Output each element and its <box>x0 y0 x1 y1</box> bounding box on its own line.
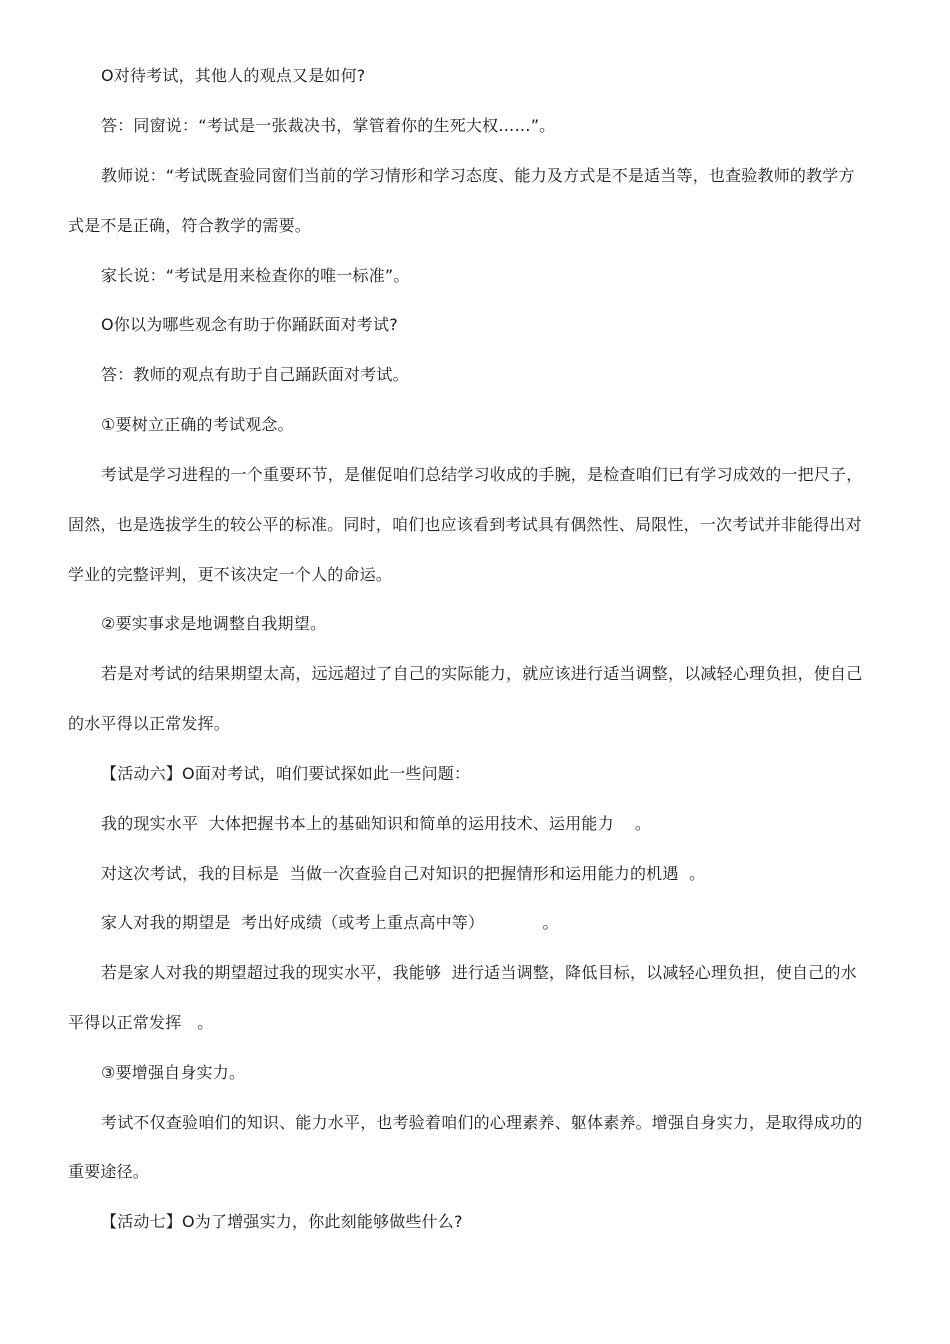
activity-7-heading: 【活动七】O为了增强实力，你此刻能够做些什么? <box>101 1212 463 1231</box>
teacher-view-line2: 式是不是正确，符合教学的需要。 <box>68 216 312 235</box>
point-1-body-line3: 学业的完整评判，更不该决定一个人的命运。 <box>68 565 393 584</box>
point-3-body-line1: 考试不仅查验咱们的知识、能力水平，也考验着咱们的心理素养、躯体素养。增强自身实力，是取得成功的 <box>101 1113 863 1132</box>
activity-6-current-level: 我的现实水平 大体把握书本上的基础知识和简单的运用技术、运用能力 。 <box>101 814 652 833</box>
question-helpful-views: O你以为哪些观念有助于你踊跃面对考试? <box>101 315 398 334</box>
activity-6-heading: 【活动六】O面对考试，咱们要试探如此一些问题： <box>101 764 471 783</box>
point-2-body-line2: 的水平得以正常发挥。 <box>68 714 231 733</box>
answer-teacher-view: 答：教师的观点有助于自己踊跃面对考试。 <box>101 365 409 384</box>
point-1-body-line1: 考试是学习进程的一个重要环节，是催促咱们总结学习收成的手腕，是检查咱们已有学习成效的一把尺子， <box>101 465 863 484</box>
activity-6-exam-goal: 对这次考试，我的目标是 当做一次查验自己对知识的把握情形和运用能力的机遇 。 <box>101 864 706 883</box>
answer-classmate-view: 答：同窗说：“考试是一张裁决书，掌管着你的生死大权……”。 <box>101 116 556 135</box>
parent-view: 家长说：“考试是用来检查你的唯一标准”。 <box>101 266 410 285</box>
point-3-heading: ③要增强自身实力。 <box>101 1063 246 1082</box>
point-1-body-line2: 固然，也是选拔学生的较公平的标准。同时，咱们也应该看到考试具有偶然性、局限性，一次考试并非能得出对 <box>68 515 862 534</box>
teacher-view-line1: 教师说：“考试既查验同窗们当前的学习情形和学习态度、能力及方式是不是适当等，也查验教师的教学方 <box>101 166 855 185</box>
point-3-body-line2: 重要途径。 <box>68 1162 150 1181</box>
question-others-views: O对待考试，其他人的观点又是如何? <box>101 66 366 85</box>
activity-6-family-expect: 家人对我的期望是 考出好成绩（或考上重点高中等） 。 <box>101 913 559 932</box>
point-2-heading: ②要实事求是地调整自我期望。 <box>101 614 327 633</box>
point-1-heading: ①要树立正确的考试观念。 <box>101 415 294 434</box>
activity-6-adjust-line1: 若是家人对我的期望超过我的现实水平，我能够 进行适当调整，降低目标，以减轻心理负担，使自己的水 <box>101 963 857 982</box>
activity-6-adjust-line2: 平得以正常发挥 。 <box>68 1013 214 1032</box>
point-2-body-line1: 若是对考试的结果期望太高，远远超过了自己的实际能力，就应该进行适当调整，以减轻心理负担，使自己 <box>101 664 863 683</box>
